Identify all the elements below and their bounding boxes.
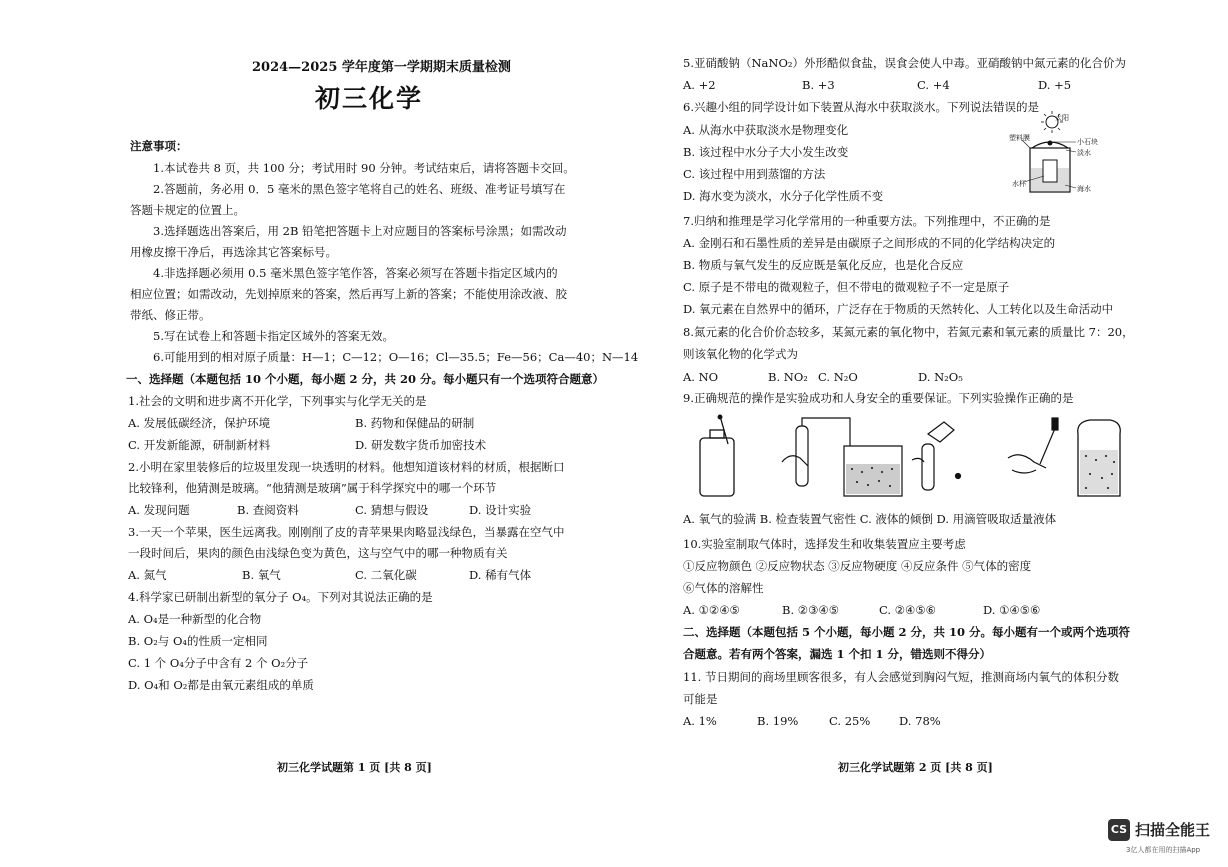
- q2-option-b: B. 查阅资料: [237, 503, 299, 517]
- q9-figures: [690, 414, 1140, 502]
- solar-still-diagram: [1010, 110, 1120, 205]
- q6-option-c: C. 该过程中用到蒸馏的方法: [683, 167, 826, 181]
- dropper-operation: [1008, 418, 1058, 473]
- note-line: 6.可能用到的相对原子质量：H—1；C—12；O—16；Cl—35.5；Fe—56；Ca—40；N—14: [153, 350, 639, 364]
- question-6: 6.兴趣小组的同学设计如下装置从海水中获取淡水。下列说法错误的是: [683, 100, 1039, 114]
- reagent-bottle: [1078, 420, 1121, 496]
- q7-option-b: B. 物质与氧气发生的反应既是氧化反应，也是化合反应: [683, 258, 964, 272]
- camscanner-logo-icon: CS: [1108, 819, 1130, 841]
- note-line: 4.非选择题必须用 0.5 毫米黑色签字笔作答，答案必须写在答题卡指定区域内的: [153, 266, 558, 280]
- q7-option-c: C. 原子是不带电的微观粒子，但不带电的微观粒子不一定是原子: [683, 280, 1010, 294]
- q6-option-b: B. 该过程中水分子大小发生改变: [683, 145, 849, 159]
- note-line: 用橡皮擦干净后，再选涂其它答案标号。: [130, 245, 337, 259]
- q9-options: A. 氧气的验满 B. 检查装置气密性 C. 液体的倾倒 D. 用滴管吸取适量液体: [683, 512, 1057, 526]
- water-cup: [1043, 160, 1057, 182]
- q8-option-a: A. NO: [683, 370, 719, 384]
- q10-option-b: B. ②③④⑤: [782, 603, 840, 617]
- question-2-line2: 比较锋利，他猜测是玻璃。“他猜测是玻璃”属于科学探究中的哪一个环节: [128, 481, 497, 495]
- q3-option-a: A. 氮气: [128, 568, 167, 582]
- label-cup: 水杯: [1012, 180, 1026, 188]
- q2-option-c: C. 猜想与假设: [355, 503, 429, 517]
- q3-option-d: D. 稀有气体: [469, 568, 532, 582]
- question-8-line2: 则该氧化物的化学式为: [683, 347, 798, 361]
- section-2-heading-line2: 合题意。若有两个答案，漏选 1 个扣 1 分，错选则不得分）: [683, 647, 992, 661]
- q11-option-d: D. 78%: [899, 714, 941, 728]
- watermark-tagline: 3亿人都在用的扫描App: [1126, 846, 1201, 854]
- question-5: 5.亚硝酸钠（NaNO₂）外形酷似食盐，误食会使人中毒。亚硝酸钠中氮元素的化合价为: [683, 56, 1126, 70]
- q10-option-a: A. ①②④⑤: [683, 603, 740, 617]
- notes-heading: 注意事项：: [130, 139, 188, 153]
- q6-option-a: A. 从海水中获取淡水是物理变化: [683, 123, 849, 137]
- page-2-footer: 初三化学试题第 2 页 [共 8 页]: [838, 761, 993, 774]
- q1-option-d: D. 研发数字货币加密技术: [355, 438, 487, 452]
- question-10: 10.实验室制取气体时，选择发生和收集装置应主要考虑: [683, 537, 966, 551]
- q3-option-b: B. 氧气: [242, 568, 281, 582]
- label-sea: 海水: [1077, 185, 1091, 193]
- note-line: 相应位置；如需改动，先划掉原来的答案，然后再写上新的答案；不能使用涂改液、胶: [130, 287, 567, 301]
- question-1: 1.社会的文明和进步离不开化学，下列事实与化学无关的是: [128, 394, 427, 408]
- question-11: 11. 节日期间的商场里顾客很多，有人会感觉到胸闷气短，推测商场内氧气的体积分数: [683, 670, 1119, 684]
- q4-option-c: C. 1 个 O₄分子中含有 2 个 O₂分子: [128, 656, 309, 670]
- q10-option-c: C. ②④⑤⑥: [879, 603, 936, 617]
- question-3: 3.一天一个苹果，医生远离我。刚刚削了皮的青苹果果肉略显浅绿色，当暴露在空气中: [128, 525, 565, 539]
- oxygen-collection-bottle: [700, 415, 734, 496]
- note-line: 2.答题前，务必用 0．5 毫米的黑色签字笔将自己的姓名、班级、准考证号填写在: [153, 182, 566, 196]
- q1-option-c: C. 开发新能源，研制新材料: [128, 438, 271, 452]
- q8-option-c: C. N₂O: [818, 370, 858, 384]
- small-stone: [1048, 141, 1053, 146]
- question-7: 7.归纳和推理是学习化学常用的一种重要方法。下列推理中，不正确的是: [683, 214, 1051, 228]
- q3-option-c: C. 二氧化碳: [355, 568, 417, 582]
- q10-option-d: D. ①④⑤⑥: [983, 603, 1041, 617]
- q11-option-c: C. 25%: [829, 714, 871, 728]
- q5-option-c: C. +4: [917, 78, 950, 92]
- subject-title: 初三化学: [315, 84, 424, 113]
- q4-option-d: D. O₄和 O₂都是由氧元素组成的单质: [128, 678, 314, 692]
- exam-title: 2024—2025 学年度第一学期期末质量检测: [252, 60, 511, 75]
- label-sun: 太阳: [1055, 114, 1069, 122]
- question-4: 4.科学家已研制出新型的氧分子 O₄。下列对其说法正确的是: [128, 590, 433, 604]
- q8-option-b: B. NO₂: [768, 370, 808, 384]
- note-line: 答题卡规定的位置上。: [130, 203, 245, 217]
- label-fresh: 淡水: [1077, 149, 1091, 157]
- note-line: 带纸、修正带。: [130, 308, 211, 322]
- q5-option-b: B. +3: [802, 78, 835, 92]
- question-10-line3: ⑥气体的溶解性: [683, 581, 764, 595]
- q7-option-a: A. 金刚石和石墨性质的差异是由碳原子之间形成的不同的化学结构决定的: [683, 236, 1056, 250]
- q5-option-a: A. +2: [683, 78, 716, 92]
- section-2-heading: 二、选择题（本题包括 5 个小题，每小题 2 分，共 10 分。每小题有一个或两个选项符: [683, 625, 1131, 639]
- q11-option-a: A. 1%: [683, 714, 717, 728]
- question-10-line2: ①反应物颜色 ②反应物状态 ③反应物硬度 ④反应条件 ⑤气体的密度: [683, 559, 1032, 573]
- note-line: 1.本试卷共 8 页，共 100 分；考试用时 90 分钟。考试结束后，请将答题卡交回。: [153, 161, 575, 175]
- page-1-footer: 初三化学试题第 1 页 [共 8 页]: [277, 761, 432, 774]
- section-1-heading: 一、选择题（本题包括 10 个小题，每小题 2 分，共 20 分。每小题只有一个选项符合题意）: [126, 372, 605, 386]
- question-3-line2: 一段时间后，果肉的颜色由浅绿色变为黄色，这与空气中的哪一种物质有关: [128, 546, 508, 560]
- q11-option-b: B. 19%: [757, 714, 799, 728]
- q2-option-d: D. 设计实验: [469, 503, 532, 517]
- q2-option-a: A. 发现问题: [128, 503, 190, 517]
- note-line: 5.写在试卷上和答题卡指定区域外的答案无效。: [153, 329, 394, 343]
- watermark-app-name: 扫描全能王: [1135, 821, 1211, 839]
- airtightness-apparatus: [782, 418, 902, 496]
- q6-option-d: D. 海水变为淡水，水分子化学性质不变: [683, 189, 884, 203]
- label-film: 塑料膜: [1009, 134, 1030, 142]
- question-8: 8.氮元素的化合价价态较多，某氮元素的氧化物中，若氮元素和氧元素的质量比 7：20，: [683, 325, 1134, 339]
- q7-option-d: D. 氧元素在自然界中的循环，广泛存在于物质的天然转化、人工转化以及生命活动中: [683, 302, 1114, 316]
- q8-option-d: D. N₂O₅: [918, 370, 963, 384]
- q1-option-a: A. 发展低碳经济，保护环境: [128, 416, 271, 430]
- question-9: 9.正确规范的操作是实验成功和人身安全的重要保证。下列实验操作正确的是: [683, 391, 1074, 405]
- q5-option-d: D. +5: [1038, 78, 1072, 92]
- label-stone: 小石块: [1077, 138, 1098, 146]
- q4-option-b: B. O₂与 O₄的性质一定相同: [128, 634, 268, 648]
- note-line: 3.选择题选出答案后，用 2B 铅笔把答题卡上对应题目的答案标号涂黑；如需改动: [153, 224, 567, 238]
- q1-option-b: B. 药物和保健品的研制: [355, 416, 475, 430]
- question-2: 2.小明在家里装修后的垃圾里发现一块透明的材料。他想知道该材料的材质，根据断口: [128, 460, 565, 474]
- q4-option-a: A. O₄是一种新型的化合物: [128, 612, 262, 626]
- liquid-pouring: [912, 422, 961, 490]
- question-11-line2: 可能是: [683, 692, 718, 706]
